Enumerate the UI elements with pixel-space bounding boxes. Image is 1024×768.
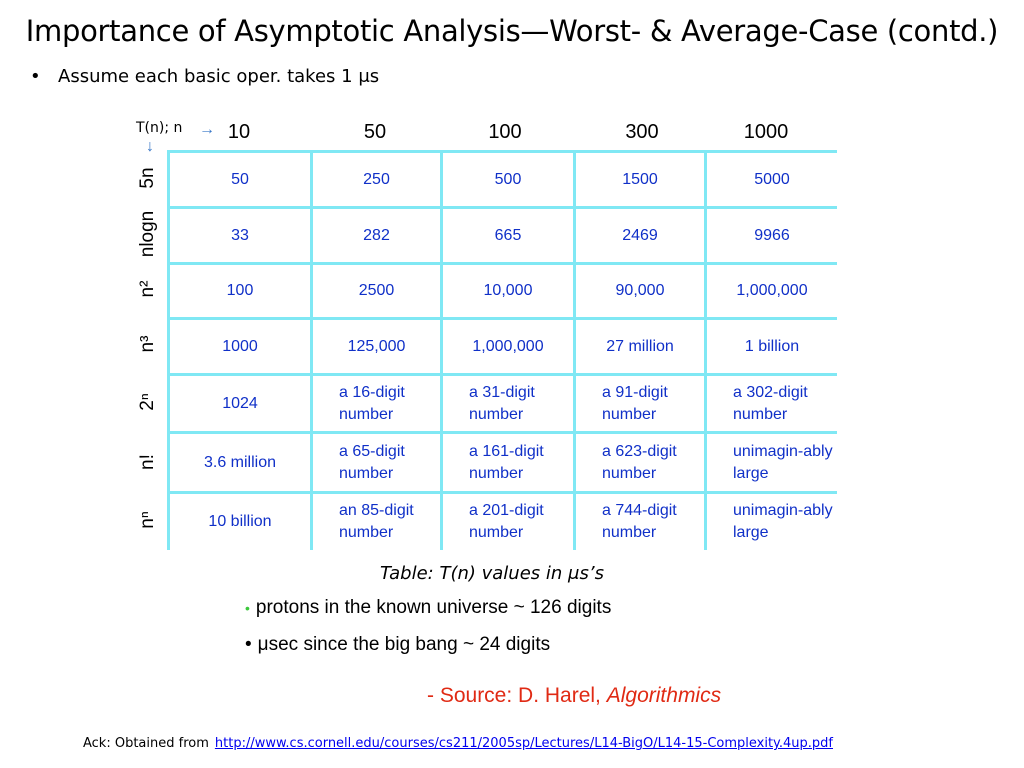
column-header: 1000 [743, 121, 789, 143]
table-cell: a 623-digit number [576, 434, 704, 491]
table-grid [167, 150, 837, 550]
source-credit [427, 684, 721, 708]
bullet-point [30, 66, 379, 87]
table-cell: 1000 [170, 320, 310, 373]
fact-text: protons in the known universe ~ 126 digits [255, 597, 612, 618]
table-cell: 2500 [313, 265, 440, 317]
table-cell: 50 [170, 153, 310, 206]
table-cell: a 302-digit number [707, 376, 837, 431]
table-cell: a 65-digit number [313, 434, 440, 491]
table-cell: 10,000 [443, 265, 573, 317]
row-label: n! [137, 454, 158, 470]
bullet-dot: • [245, 634, 252, 655]
table-cell: 1,000,000 [707, 265, 837, 317]
bullet-dot: • [30, 66, 41, 87]
table-cell: a 201-digit number [443, 494, 573, 550]
table-cell: 2469 [576, 209, 704, 262]
table-cell: 100 [170, 265, 310, 317]
bullet-dot: • [245, 600, 250, 616]
fact-item [245, 597, 611, 619]
bullet-text: Assume each basic oper. takes 1 μs [58, 66, 380, 87]
column-header: 50 [363, 121, 387, 143]
ack-link[interactable]: http://www.cs.cornell.edu/courses/cs211/2005sp/Lectures/L14-BigO/L14-15-Complexity.4up.pdf [214, 736, 833, 751]
row-label: 5n [137, 167, 158, 189]
table-cell: 27 million [576, 320, 704, 373]
fact-text: μsec since the big bang ~ 24 digits [257, 634, 551, 655]
table-cell: 90,000 [576, 265, 704, 317]
table-cell: 1,000,000 [443, 320, 573, 373]
column-header: 300 [625, 121, 659, 143]
table-cell: a 16-digit number [313, 376, 440, 431]
table-cell: 33 [170, 209, 310, 262]
row-label: n² [137, 280, 158, 298]
table-cell: a 31-digit number [443, 376, 573, 431]
table-cell: 1500 [576, 153, 704, 206]
row-label: nⁿ [137, 511, 158, 529]
column-header: 10 [227, 121, 251, 143]
table-caption: Table: T(n) values in μs’s [380, 563, 604, 584]
source-prefix: - Source: D. Harel, [427, 684, 601, 707]
table-cell: 665 [443, 209, 573, 262]
table-cell: 125,000 [313, 320, 440, 373]
table-cell: 5000 [707, 153, 837, 206]
table-cell: a 91-digit number [576, 376, 704, 431]
table-cell: 10 billion [170, 494, 310, 550]
column-header: 100 [488, 121, 522, 143]
table-cell: 250 [313, 153, 440, 206]
right-arrow-icon: → [199, 121, 215, 138]
row-label: n³ [137, 335, 158, 353]
down-arrow-icon: ↓ [146, 138, 154, 155]
table-cell: a 161-digit number [443, 434, 573, 491]
table-cell: 1024 [170, 376, 310, 431]
row-label: nlogn [137, 210, 158, 258]
table-cell: 9966 [707, 209, 837, 262]
fact-item [245, 634, 550, 656]
table-cell: 3.6 million [170, 434, 310, 491]
table-cell: unimagin-ably large [707, 434, 837, 491]
acknowledgement [83, 736, 833, 751]
table-cell: 500 [443, 153, 573, 206]
table-cell: 282 [313, 209, 440, 262]
table-cell: unimagin-ably large [707, 494, 837, 550]
ack-label: Ack: Obtained from [83, 736, 209, 751]
table-cell: 1 billion [707, 320, 837, 373]
row-label: 2ⁿ [137, 393, 158, 411]
source-book: Algorithmics [606, 684, 722, 707]
table-cell: a 744-digit number [576, 494, 704, 550]
slide-title: Importance of Asymptotic Analysis—Worst- & Average-Case (contd.) [25, 14, 999, 48]
table-cell: an 85-digit number [313, 494, 440, 550]
axis-label: T(n); n [136, 120, 183, 136]
